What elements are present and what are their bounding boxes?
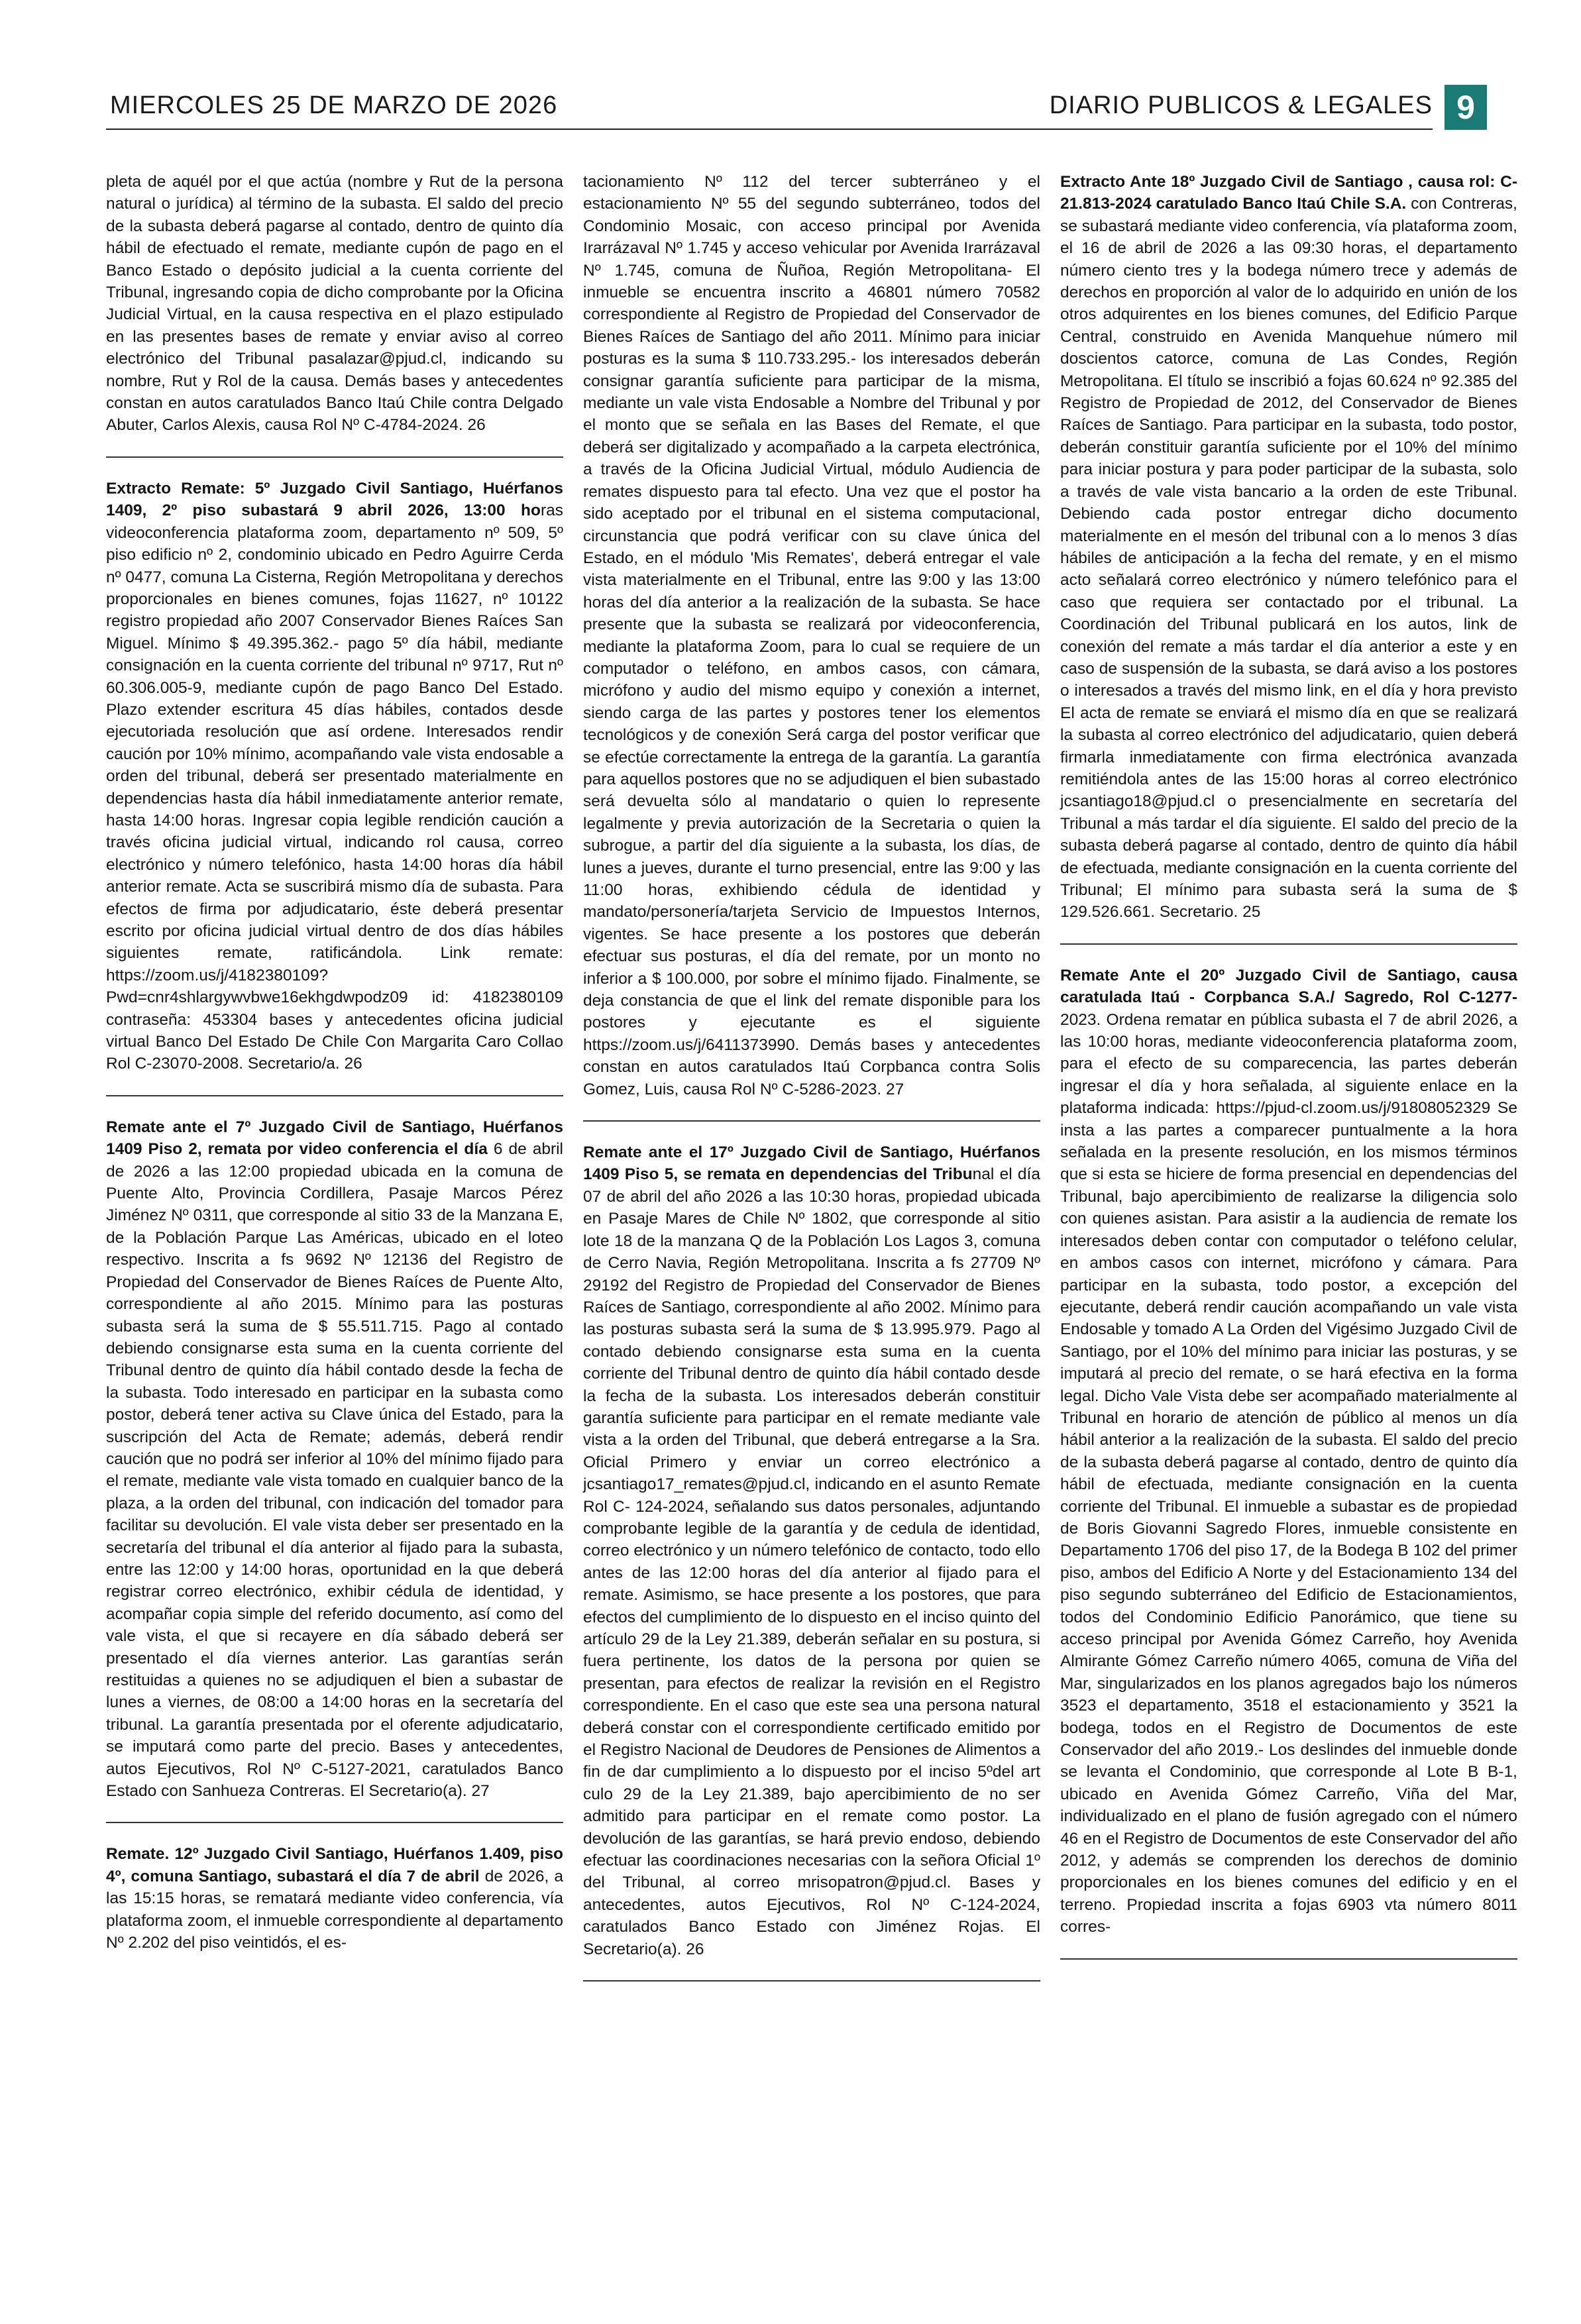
issue-date: MIERCOLES 25 DE MARZO DE 2026: [110, 91, 558, 119]
column-2: [583, 171, 1040, 2001]
notice-5-juzgado: [106, 478, 563, 1075]
notice-body: ras videoconferencia plataforma zoom, departamento nº 509, 5º piso edificio nº 2, condominio ubicado en Pedro Aguirre Cerda nº 0477, comuna La Cisterna, Región Metropolitana y derechos proporcionales en bienes comunes, fojas 11627, nº 10122 registro propiedad año 2007 Conservador Bienes Raíces San Miguel. Mínimo $ 49.395.362.- pago 5º día hábil, mediante consignación en la cuenta corriente del tribunal nº 9717, Rut nº 60.306.005-9, mediante cupón de pago Banco Del Estado. Plazo extender escritura 45 días hábiles, contados desde ejecutoriada resolución que así ordene. Interesados rendir caución por 10% mínimo, acompañando vale vista endosable a orden del tribunal, deberá ser presentado materialmente en dependencias hasta día hábil inmediatamente anterior remate, hasta 14:00 horas. Ingresar copia legible rendición caución a través oficina judicial virtual, indicando rol causa, correo electrónico y número telefónico, hasta 14:00 horas día hábil anterior remate. Acta se suscribirá mismo día de subasta. Para efectos de firma por adjudicatario, éste deberá presentar escrito por oficina judicial virtual dentro de dos días hábiles siguientes remate, ratificándola. Link remate: https://zoom.us/j/4182380109?Pwd=cnr4shlargywvbwe16ekhgdwpodz09 id: 4182380109 contraseña: 453304 bases y antecedentes oficina judicial virtual Banco Del Estado De Chile Con Margarita Caro Collao Rol C-23070-2008. Secretario/a. 26: [106, 502, 563, 1073]
notice-body: 2023. Ordena rematar en pública subasta el 7 de abril 2026, a las 10:00 horas, mediante videoconferencia plataforma zoom, para el efecto de su comparecencia, las partes deberán ingresar el día y hora señalada, al siguiente enlace en la plataforma indicada: https://pjud-cl.zoom.us/j/91808052329 Se insta a las partes a comparecer puntualmente a la hora señalada en la presente resolución, en los mismos términos que si esta se hiciere de forma presencial en dependencias del Tribunal, bajo apercibimiento de realizarse la diligencia solo con quienes asistan. Para asistir a la audiencia de remate los interesados deben contar con computador o teléfono celular, en ambos casos con internet, micrófono y cámara. Para participar en la subasta, todo postor, a excepción del ejecutante, deberá rendir caución acompañando un vale vista Endosable y tomado A La Orden del Vigésimo Juzgado Civil de Santiago, por el 10% del mínimo para iniciar las posturas, y se imputará al precio del remate, o se hará efectiva en la forma legal. Dicho Vale Vista debe ser acompañado materialmente al Tribunal en horario de atención de público al menos un día hábil anterior a la realización de la subasta. El saldo del precio de la subasta deberá pagarse al contado, dentro de quinto día hábil de efectuada, mediante consignación en la cuenta corriente del Tribunal. El inmueble a subastar es de propiedad de Boris Giovanni Sagredo Flores, inmueble consistente en Departamento 1706 del piso 17, de la Bodega B 102 del primer piso, ambos del Edificio A Norte y del Estacionamiento 134 del piso segundo subterráneo del Edificio de Estacionamientos, todos del Condominio Edificio Panorámico, que tiene su acceso principal por Avenida Gómez Carreño, hoy Avenida Almirante Gómez Carreño número 4065, comuna de Viña del Mar, singularizados en los planos agregados bajo los números 3523 el departamento, 3518 el estacionamiento y 3521 la bodega, todos en el Registro de Documentos de este Conservador del año 2019.- Los deslindes del inmueble donde se levanta el Condominio, que corresponde al Lote B B-1, ubicado en Avenida Gómez Carreño, Viña del Mar, individualizado en el plano de fusión agregado con el número 46 en el Registro de Documentos de este Conservador del año 2012, y además se comprenden los derechos de dominio proporcionales en los bienes comunes del edificio y en el terreno. Propiedad inscrita a fojas 6903 vta número 8011 corres-: [1060, 1010, 1517, 1936]
header-rule: [106, 129, 1433, 130]
notice-heading: Remate. 12º Juzgado Civil Santiago, Huérfanos 1.409, piso 4º, comuna Santiago, subastará el día 7 de abril: [106, 1845, 563, 1885]
notice-continuation: [583, 171, 1040, 1100]
notice-divider: [583, 1980, 1040, 1981]
notice-heading: Remate ante el 7º Juzgado Civil de Santiago, Huérfanos 1409 Piso 2, remata por video conferencia el día: [106, 1118, 563, 1159]
notice-continuation: [106, 171, 563, 437]
notice-body: de 2026, a las 15:15 horas, se rematará mediante video conferencia, vía plataforma zoom, el inmueble correspondiente al departamento Nº 2.202 del piso veintidós, el es-: [106, 1867, 563, 1952]
notice-17-juzgado: [583, 1141, 1040, 1960]
notice-body: con Contreras, se subastará mediante video conferencia, vía plataforma zoom, el 16 de abril de 2026 a las 09:30 horas, el departamento número ciento tres y la bodega número trece y además de derechos en proporción al valor de lo adquirido en unión de los otros adquirentes en los bienes comunes, del Edificio Parque Central, construido en Avenida Manquehue número mil doscientos catorce, comuna de Las Condes, Región Metropolitana. El título se inscribió a fojas 60.624 nº 92.385 del Registro de Propiedad de 2012, del Conservador de Bienes Raíces de Santiago. Para participar en la subasta, todo postor, deberán constituir garantía suficiente por el 10% del mínimo para iniciar postura y para poder participar de la subasta, solo a través de vale vista bancario a la orden de este Tribunal. Debiendo cada postor entregar dicho documento materialmente en el mesón del tribunal con a lo menos 3 días hábiles de anticipación a la fecha del remate, y en el mismo acto señalará correo electrónico y número telefónico para el caso que requiera ser contactado por el tribunal. La Coordinación del Tribunal publicará en los autos, link de conexión del remate a más tardar el día anterior a este y en caso de suspensión de la subasta, se dará aviso a los postores o interesados a través del mismo link, en el día y hora previsto El acta de remate se enviará el mismo día en que se realizará la subasta al correo electrónico del adjudicatario, quien deberá firmarla inmediatamente con firma electrónica avanzada remitiéndola antes de las 15:00 horas al correo electrónico jcsantiago18@pjud.cl o presencialmente en secretaría del Tribunal a más tardar el día siguiente. El saldo del precio de la subasta deberá pagarse al contado, dentro de quinto día hábil de efectuada, mediante consignación en la cuenta corriente del Tribunal; El mínimo para subasta será la suma de $ 129.526.661. Secretario. 25: [1060, 195, 1517, 922]
notice-heading: Extracto Remate: 5º Juzgado Civil Santiago, Huérfanos 1409, 2º piso subastará 9 abril 2026, 13:00 ho: [106, 479, 563, 520]
notice-body: tacionamiento Nº 112 del tercer subterráneo y el estacionamiento Nº 55 del segundo subterráneo, todos del Condominio Mosaic, con acceso principal por Avenida Irarrázaval Nº 1.745 y acceso vehicular por Avenida Irarrázaval Nº 1.745, comuna de Ñuñoa, Región Metropolitana- El inmueble se encuentra inscrito a 46801 número 70582 correspondiente al Registro de Propiedad del Conservador de Bienes Raíces de Santiago del año 2011. Mínimo para iniciar posturas es la suma $ 110.733.295.- los interesados deberán consignar garantía suficiente para participar de la misma, mediante un vale vista Endosable a Nombre del Tribunal y por el monto que se señala en las Bases del Remate, el que deberá ser digitalizado y acompañado a la carpeta electrónica, a través de la Oficina Judicial Virtual, módulo Audiencia de remates dispuesto para tal efecto. Una vez que el postor ha sido aceptado por el tribunal en el sistema computacional, circunstancia que podrá verificar con su clave única del Estado, en el módulo 'Mis Remates', deberá entregar el vale vista materialmente en el Tribunal, entre las 9:00 y las 13:00 horas del día anterior a la realización de la subasta. Se hace presente que la subasta se realizará por videoconferencia, mediante la plataforma Zoom, para lo cual se requiere de un computador o teléfono, en ambos casos, con cámara, micrófono y audio del mismo equipo y conexión a internet, siendo carga de las partes y postores tener los elementos tecnológicos y de conexión Será carga del postor verificar que se efectúe correctamente la entrega de la garantía. La garantía para aquellos postores que no se adjudiquen el bien subastado será devuelta sólo al mandatario o quien lo represente legalmente y previa autorización de la Secretaria o quien la subrogue, a partir del día siguiente a la subasta, los días, de lunes a jueves, durante el turno presencial, entre las 9:00 y las 11:00 horas, exhibiendo cédula de identidad y mandato/personería/tarjeta Servicio de Impuestos Internos, vigentes. Se hace presente a los postores que deberán efectuar sus posturas, el día del remate, por un monto no inferior a $ 100.000, por sobre el mínimo fijado. Finalmente, se deja constancia de que el link del remate disponible para los postores y ejecutante es el siguiente https://zoom.us/j/6411373990. Demás bases y antecedentes constan en autos caratulados Itaú Corpbanca contra Solis Gomez, Luis, causa Rol Nº C-5286-2023. 27: [583, 173, 1040, 1098]
notice-divider: [1060, 1958, 1517, 1960]
notice-divider: [106, 456, 563, 458]
notice-20-juzgado: [1060, 965, 1517, 1938]
notice-body: nal el día 07 de abril del año 2026 a las 10:30 horas, propiedad ubicada en Pasaje Mares de Chile Nº 1802, que corresponde al sitio lote 18 de la manzana Q de la Población Los Lagos 3, comuna de Cerro Navia, Región Metropolitana. Inscrita a fs 27709 Nº 29192 del Registro de Propiedad del Conservador de Bienes Raíces de Santiago, correspondiente al año 2002. Mínimo para las posturas subasta será la suma de $ 13.995.979. Pago al contado debiendo consignarse esta suma en la cuenta corriente del Tribunal dentro de quinto día hábil contado desde la fecha de la subasta. Los interesados deberán constituir garantía suficiente para participar en el remate mediante vale vista a la orden del Tribunal, que deberá entregarse a la Sra. Oficial Primero y enviar un correo electrónico a jcsantiago17_remates@pjud.cl, indicando en el asunto Remate Rol C- 124-2024, señalando sus datos personales, adjuntando comprobante legible de la garantía y de cedula de identidad, correo electrónico y un número telefónico de contacto, todo ello antes de las 12:00 horas del día anterior al fijado para el remate. Asimismo, se hace presente a los postores, que para efectos del cumplimiento de lo dispuesto en el inciso quinto del artículo 29 de la Ley 21.389, deberán señalar en su postura, si fuera pertinente, los datos de la persona por quien se presentan, para efectos de realizar la revisión en el Registro correspondiente. En el caso que este sea una persona natural deberá constar con el correspondiente certificado emitido por el Registro Nacional de Deudores de Pensiones de Alimentos a fin de dar cumplimiento a lo dispuesto por el inciso 5ºdel art culo 29 de la Ley 21.389, bajo apercibimiento de no ser admitido para participar en el remate como postor. La devolución de las garantías, se hará previo endoso, debiendo efectuar las coordinaciones necesarias con la señora Oficial 1º del Tribunal, al correo mrisopatron@pjud.cl. Bases y antecedentes, autos Ejecutivos, Rol Nº C-124-2024, caratulados Banco Estado con Jiménez Rojas. El Secretario(a). 26: [583, 1165, 1040, 1958]
notice-heading: Extracto Ante 18º Juzgado Civil de Santiago , causa rol: C-21.813-2024 caratulado Banco Itaú Chile S.A.: [1060, 173, 1517, 213]
notice-divider: [106, 1822, 563, 1823]
notice-heading: Remate ante el 17º Juzgado Civil de Santiago, Huérfanos 1409 Piso 5, se remata en dependencias del Tribu: [583, 1143, 1040, 1184]
notice-divider: [106, 1095, 563, 1096]
masthead: [106, 85, 1511, 140]
notice-7-juzgado: [106, 1116, 563, 1803]
notice-divider: [1060, 943, 1517, 945]
column-3: [1060, 171, 1517, 1980]
page-number: 9: [1445, 85, 1487, 130]
notice-18-juzgado: [1060, 171, 1517, 924]
notice-body: 6 de abril de 2026 a las 12:00 propiedad ubicada en la comuna de Puente Alto, Provincia Cordillera, Pasaje Marcos Pérez Jiménez Nº 0311, que corresponde al sitio 33 de la Manzana E, de la Población Parque Las Américas, ubicado en el loteo respectivo. Inscrita a fs 9692 Nº 12136 del Registro de Propiedad del Conservador de Bienes Raíces de Puente Alto, correspondiente al año 2015. Mínimo para las posturas subasta será la suma de $ 55.511.715. Pago al contado debiendo consignarse esta suma en la cuenta corriente del Tribunal dentro de quinto día hábil contado desde la fecha de la subasta. Todo interesado en participar en la subasta como postor, deberá tener activa su Clave única del Estado, para la suscripción del Acta de Remate; además, deberá rendir caución que no podrá ser inferior al 10% del mínimo fijado para el remate, mediante vale vista tomado en cualquier banco de la plaza, a la orden del tribunal, con indicación del tomador para facilitar su devolución. El vale vista deber ser presentado en la secretaría del tribunal el día anterior al fijado para la subasta, entre las 12:00 y 14:00 horas, oportunidad en la que deberá registrar correo electrónico, exhibir cédula de identidad, y acompañar copia simple del referido documento, así como del vale vista, el que si recayere en día sábado deberá ser presentado el día viernes anterior. Las garantías serán restituidas a quienes no se adjudiquen el bien a subastar de lunes a viernes, de 08:00 a 14:00 horas en la secretaría del tribunal. La garantía presentada por el oferente adjudicatario, se imputará como parte del precio. Bases y antecedentes, autos Ejecutivos, Rol Nº C-5127-2021, caratulados Banco Estado con Sanhueza Contreras. El Secretario(a). 27: [106, 1140, 563, 1801]
notice-12-juzgado: [106, 1843, 563, 1954]
notice-body: pleta de aquél por el que actúa (nombre y Rut de la persona natural o jurídica) al término de la subasta. El saldo del precio de la subasta deberá pagarse al contado, dentro de quinto día hábil de efectuado el remate, mediante cupón de pago en el Banco Estado o depósito judicial a la cuenta corriente del Tribunal, ingresando copia de dicho comprobante por la Oficina Judicial Virtual, en la causa respectiva en el plazo estipulado en las presentes bases de remate y enviar aviso al correo electrónico del Tribunal pasalazar@pjud.cl, indicando su nombre, Rut y Rol de la causa. Demás bases y antecedentes constan en autos caratulados Banco Itaú Chile contra Delgado Abuter, Carlos Alexis, causa Rol Nº C-4784-2024. 26: [106, 173, 563, 435]
column-1: [106, 171, 563, 1954]
notice-heading: Remate Ante el 20º Juzgado Civil de Santiago, causa caratulada Itaú - Corpbanca S.A./ Sagredo, Rol C-1277-: [1060, 966, 1517, 1007]
newspaper-name: DIARIO PUBLICOS & LEGALES: [1049, 91, 1433, 119]
notice-divider: [583, 1120, 1040, 1122]
